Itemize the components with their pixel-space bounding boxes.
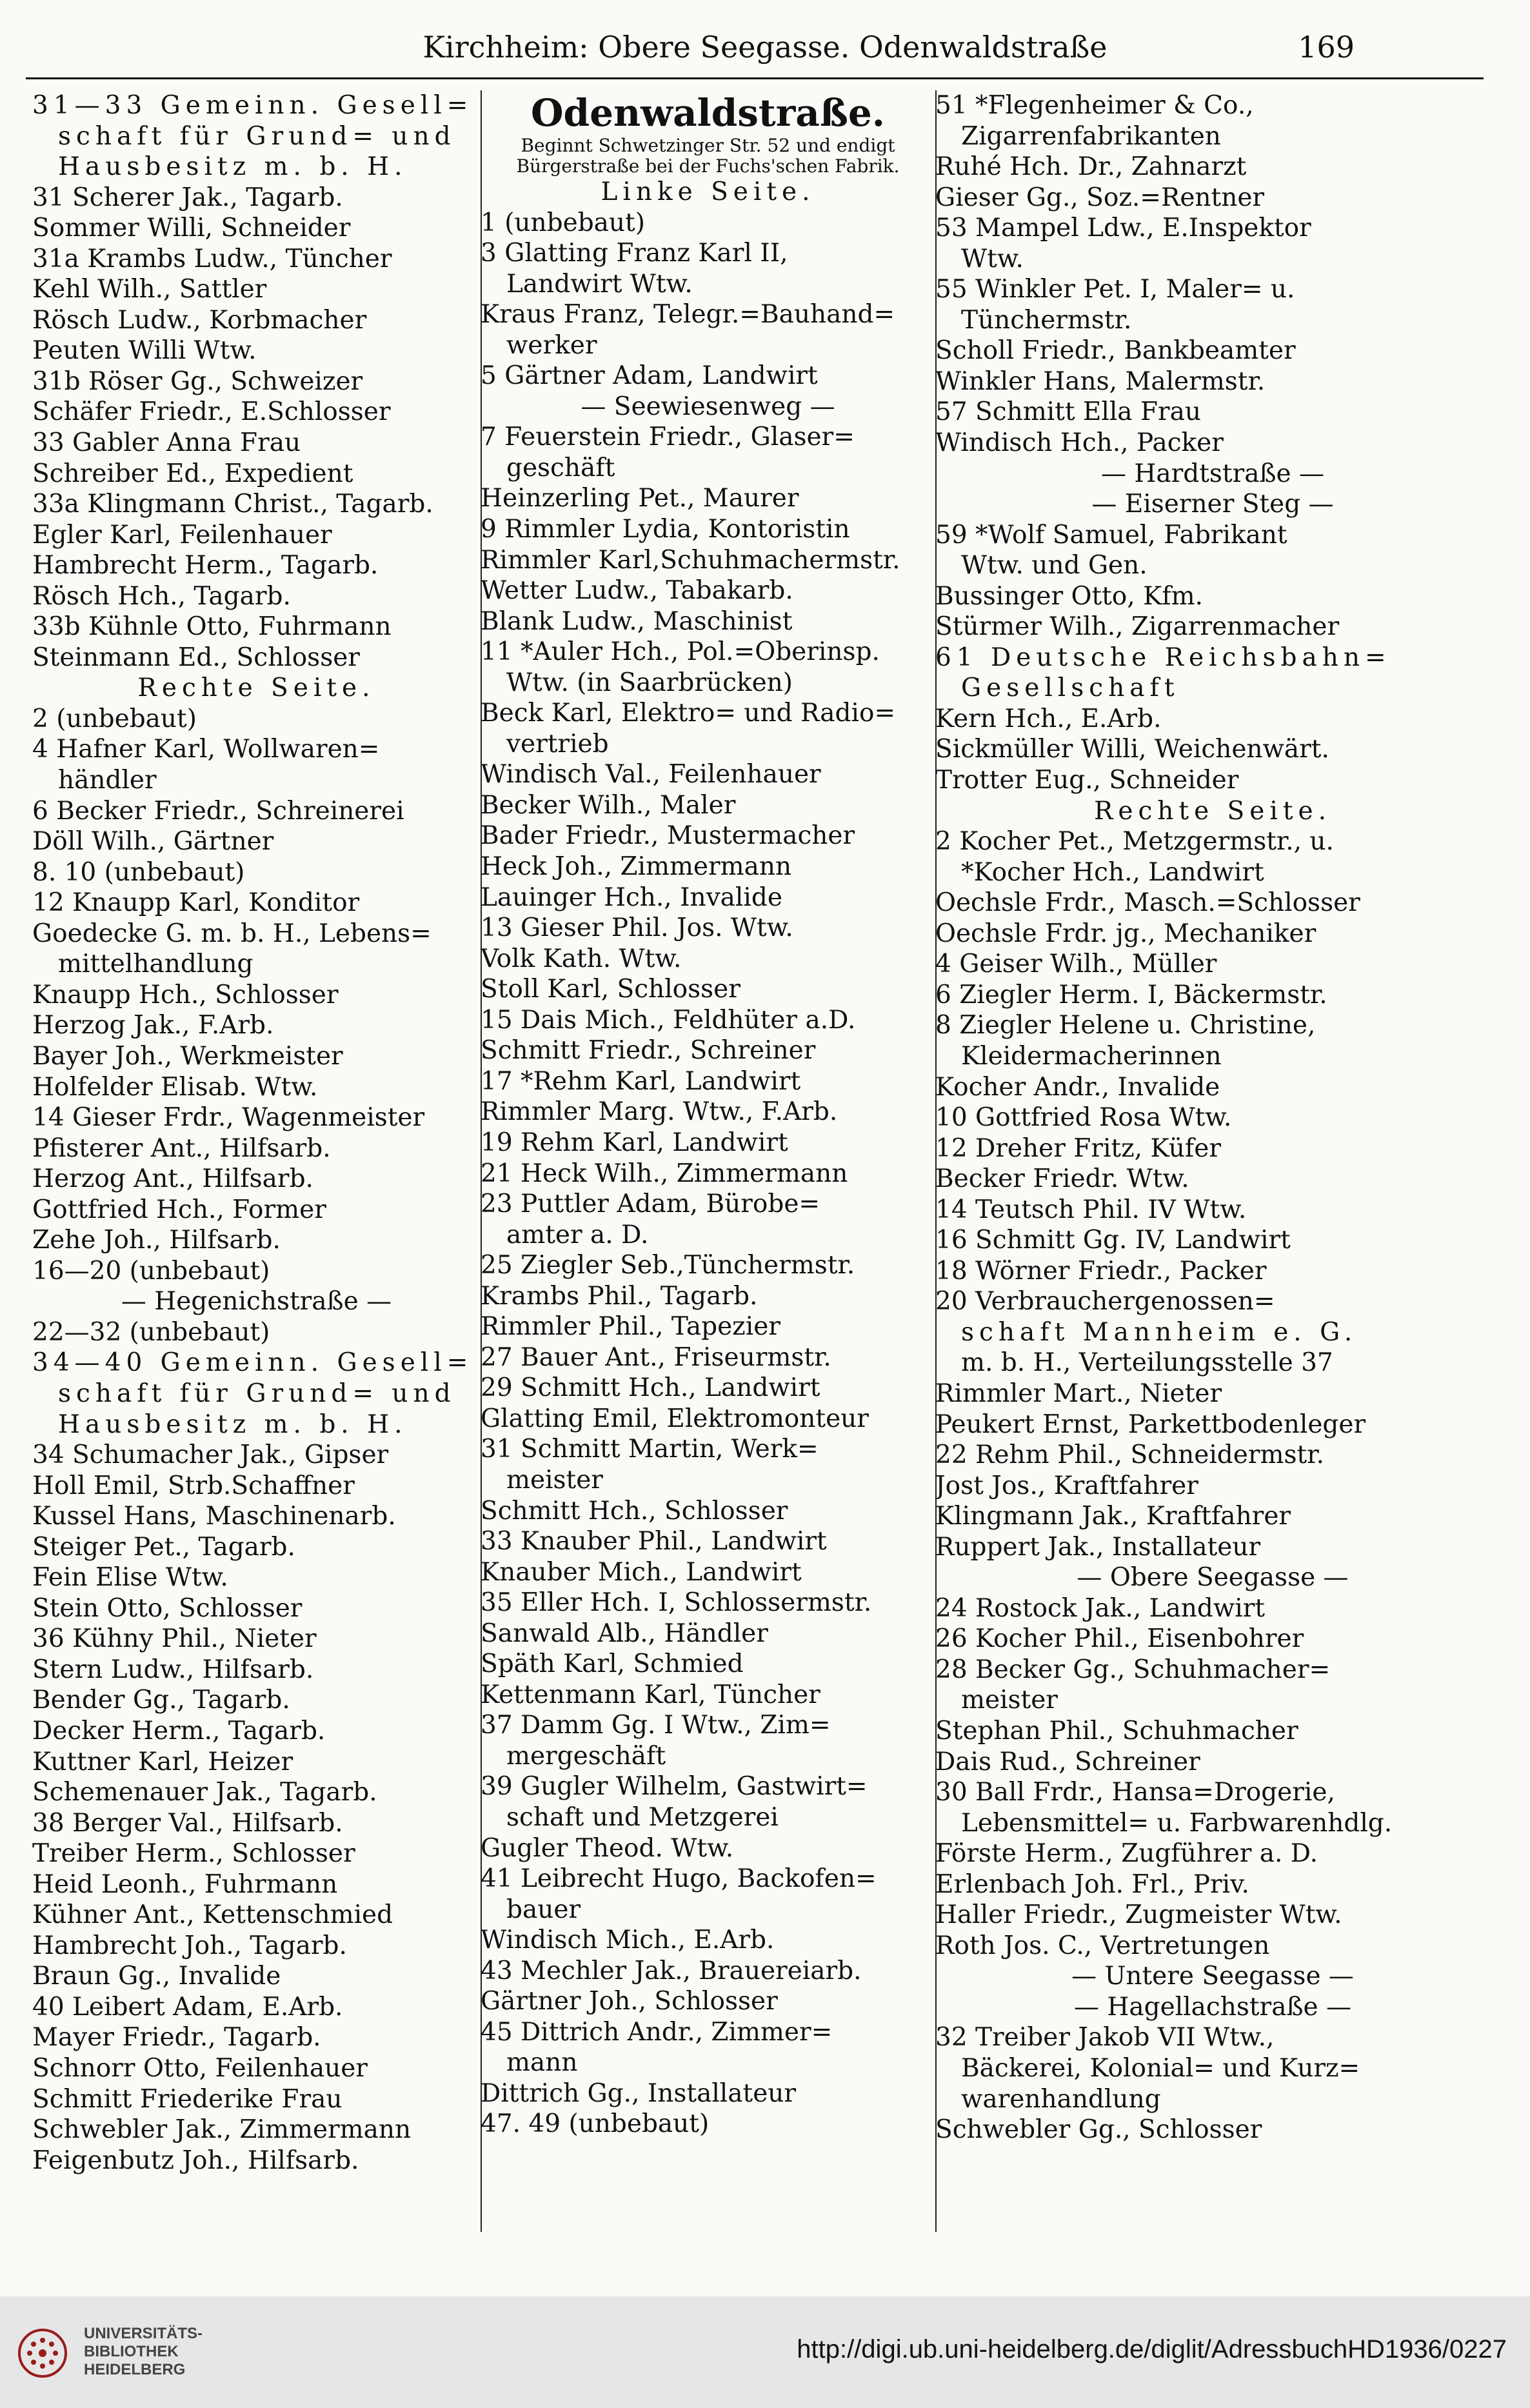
directory-line: 5 Gärtner Adam, Landwirt [481, 361, 818, 391]
directory-line: Wtw. und Gen. [961, 551, 1148, 581]
directory-line: werker [506, 330, 597, 360]
directory-line: 31 Scherer Jak., Tagarb. [32, 183, 343, 212]
directory-line: 2 (unbebaut) [32, 704, 197, 733]
directory-line: Stern Ludw., Hilfsarb. [32, 1655, 314, 1684]
directory-line: 57 Schmitt Ella Frau [935, 397, 1202, 427]
directory-line: 33b Kühnle Otto, Fuhrmann [32, 612, 392, 642]
directory-line: 9 Rimmler Lydia, Kontoristin [481, 515, 850, 544]
directory-line: Roth Jos. C., Vertretungen [935, 1931, 1270, 1960]
directory-line: 59 *Wolf Samuel, Fabrikant [935, 520, 1287, 550]
directory-line: schaft Mannheim e. G. [961, 1317, 1358, 1347]
directory-line: 13 Gieser Phil. Jos. Wtw. [481, 913, 793, 943]
directory-line: 22 Rehm Phil., Schneidermstr. [935, 1440, 1324, 1470]
column-2 [481, 90, 935, 2232]
directory-line: 25 Ziegler Seb.,Tünchermstr. [481, 1251, 855, 1280]
directory-line: Schäfer Friedr., E.Schlosser [32, 397, 391, 427]
directory-line: Rechte Seite. [137, 673, 375, 703]
directory-line: geschäft [506, 453, 615, 483]
directory-line: Knauber Mich., Landwirt [481, 1557, 802, 1587]
directory-line: 31—33 Gemeinn. Gesell= [32, 91, 473, 120]
directory-line: Blank Ludw., Maschinist [481, 606, 793, 636]
directory-line: Rimmler Phil., Tapezier [481, 1312, 780, 1342]
directory-line: 53 Mampel Ldw., E.Inspektor [935, 214, 1311, 243]
directory-line: Bader Friedr., Mustermacher [481, 821, 855, 851]
directory-line: — Untere Seegasse — [1071, 1962, 1354, 1991]
directory-line: Rösch Ludw., Korbmacher [32, 305, 367, 335]
directory-line: Windisch Mich., E.Arb. [481, 1925, 775, 1955]
directory-line: Kehl Wilh., Sattler [32, 275, 267, 304]
directory-line: 12 Dreher Fritz, Küfer [935, 1133, 1221, 1163]
directory-line: Mayer Friedr., Tagarb. [32, 2023, 321, 2053]
directory-line: Stein Otto, Schlosser [32, 1593, 303, 1623]
directory-line: 20 Verbrauchergenossen= [935, 1287, 1275, 1317]
directory-line: Volk Kath. Wtw. [481, 944, 682, 973]
directory-line: Zehe Joh., Hilfsarb. [32, 1226, 281, 1255]
directory-line: Holl Emil, Strb.Schaffner [32, 1471, 355, 1500]
directory-line: 16 Schmitt Gg. IV, Landwirt [935, 1226, 1291, 1255]
directory-line: Becker Friedr. Wtw. [935, 1164, 1189, 1194]
directory-line: Heid Leonh., Fuhrmann [32, 1869, 338, 1899]
directory-line: Schreiber Ed., Expedient [32, 459, 353, 488]
directory-line: 45 Dittrich Andr., Zimmer= [481, 2017, 833, 2047]
directory-line: 32 Treiber Jakob VII Wtw., [935, 2023, 1275, 2053]
directory-line: mergeschäft [506, 1741, 666, 1771]
directory-line: 41 Leibrecht Hugo, Backofen= [481, 1864, 877, 1894]
directory-line: händler [58, 766, 157, 795]
directory-line: Oechsle Frdr. jg., Mechaniker [935, 919, 1316, 948]
directory-line: schaft für Grund= und [58, 1378, 456, 1408]
directory-line: Dais Rud., Schreiner [935, 1747, 1200, 1776]
directory-line: 4 Geiser Wilh., Müller [935, 950, 1217, 979]
directory-line: Decker Herm., Tagarb. [32, 1716, 326, 1746]
running-title: Kirchheim: Obere Seegasse. Odenwaldstraße [422, 30, 1108, 65]
directory-line: Oechsle Frdr., Masch.=Schlosser [935, 888, 1360, 918]
directory-line: 24 Rostock Jak., Landwirt [935, 1593, 1266, 1623]
directory-line: 23 Puttler Adam, Bürobe= [481, 1189, 820, 1219]
directory-line: 55 Winkler Pet. I, Maler= u. [935, 275, 1295, 304]
directory-line: Ruhé Hch. Dr., Zahnarzt [935, 152, 1247, 182]
directory-line: 11 *Auler Hch., Pol.=Oberinsp. [481, 637, 880, 667]
directory-line: Tünchermstr. [961, 305, 1132, 335]
directory-line: — Obere Seegasse — [1077, 1563, 1349, 1593]
directory-line: Egler Karl, Feilenhauer [32, 520, 332, 550]
directory-line: 35 Eller Hch. I, Schlossermstr. [481, 1588, 872, 1618]
directory-line: Klingmann Jak., Kraftfahrer [935, 1502, 1291, 1531]
directory-line: vertrieb [506, 729, 609, 759]
directory-line: Lebensmittel= u. Farbwarenhdlg. [961, 1808, 1393, 1838]
directory-line: Kühner Ant., Kettenschmied [32, 1900, 393, 1930]
directory-line: Lauinger Hch., Invalide [481, 882, 782, 912]
directory-line: Hausbesitz m. b. H. [58, 152, 408, 182]
directory-line: 37 Damm Gg. I Wtw., Zim= [481, 1711, 831, 1740]
directory-line: Hambrecht Herm., Tagarb. [32, 551, 379, 581]
directory-line: *Kocher Hch., Landwirt [961, 857, 1264, 887]
directory-line: 2 Kocher Pet., Metzgermstr., u. [935, 827, 1334, 857]
directory-line: Stoll Karl, Schlosser [481, 975, 740, 1004]
directory-line: Sickmüller Willi, Weichenwärt. [935, 735, 1329, 764]
directory-line: Rimmler Karl,Schuhmachermstr. [481, 545, 900, 575]
directory-line: — Eiserner Steg — [1091, 490, 1334, 519]
directory-line: 7 Feuerstein Friedr., Glaser= [481, 423, 855, 452]
directory-line: Schmitt Friederike Frau [32, 2084, 343, 2114]
directory-line: Beginnt Schwetzinger Str. 52 und endigt Bürgerstraße bei der Fuchs'schen Fabrik. [516, 135, 900, 177]
directory-line: 33 Gabler Anna Frau [32, 428, 301, 458]
directory-line: — Seewiesenweg — [581, 392, 835, 421]
directory-line: Schwebler Gg., Schlosser [935, 2115, 1262, 2145]
directory-line: Kleidermacherinnen [961, 1041, 1222, 1071]
directory-line: Jost Jos., Kraftfahrer [935, 1471, 1198, 1500]
directory-line: Ruppert Jak., Installateur [935, 1532, 1261, 1562]
directory-line: Schmitt Friedr., Schreiner [481, 1036, 816, 1066]
directory-line: Kuttner Karl, Heizer [32, 1747, 293, 1776]
directory-line: Späth Karl, Schmied [481, 1649, 744, 1679]
directory-line: 4 Hafner Karl, Wollwaren= [32, 735, 380, 764]
directory-line: 3 Glatting Franz Karl II, [481, 239, 788, 268]
directory-line: — Hegenichstraße — [121, 1287, 392, 1317]
directory-line: schaft und Metzgerei [506, 1802, 779, 1832]
directory-line: Kussel Hans, Maschinenarb. [32, 1502, 396, 1531]
directory-line: Bussinger Otto, Kfm. [935, 581, 1204, 611]
directory-line: meister [506, 1465, 603, 1495]
directory-line: Schemenauer Jak., Tagarb. [32, 1778, 377, 1807]
directory-line: Erlenbach Joh. Frl., Priv. [935, 1869, 1249, 1899]
directory-line: Schwebler Jak., Zimmermann [32, 2115, 412, 2145]
directory-line: Stephan Phil., Schuhmacher [935, 1716, 1298, 1746]
column-3 [935, 90, 1490, 2232]
directory-line: Kocher Andr., Invalide [935, 1072, 1220, 1102]
directory-line: Landwirt Wtw. [506, 269, 693, 299]
directory-line: Kettenmann Karl, Tüncher [481, 1680, 820, 1709]
directory-line: Schmitt Hch., Schlosser [481, 1496, 788, 1526]
directory-line: 29 Schmitt Hch., Landwirt [481, 1373, 820, 1403]
university-seal-icon [17, 2327, 68, 2379]
directory-line: Becker Wilh., Maler [481, 790, 736, 820]
directory-line: 34 Schumacher Jak., Gipser [32, 1440, 389, 1470]
directory-line: mann [506, 2048, 578, 2078]
directory-line: 14 Gieser Frdr., Wagenmeister [32, 1103, 425, 1133]
directory-line: Odenwaldstraße. [531, 91, 885, 135]
directory-line: 31b Röser Gg., Schweizer [32, 366, 363, 396]
directory-line: Bender Gg., Tagarb. [32, 1686, 290, 1715]
directory-line: Sanwald Alb., Händler [481, 1618, 768, 1648]
directory-line: 1 (unbebaut) [481, 208, 645, 237]
directory-line: Goedecke G. m. b. H., Lebens= [32, 919, 432, 948]
directory-line: Hausbesitz m. b. H. [58, 1409, 408, 1439]
directory-line: Pfisterer Ant., Hilfsarb. [32, 1133, 331, 1163]
directory-line: 6 Ziegler Herm. I, Bäckermstr. [935, 980, 1327, 1010]
directory-line: 17 *Rehm Karl, Landwirt [481, 1066, 801, 1096]
directory-line: Herzog Jak., F.Arb. [32, 1011, 274, 1040]
directory-line: Fein Elise Wtw. [32, 1563, 228, 1593]
directory-line: Steiger Pet., Tagarb. [32, 1532, 295, 1562]
directory-line: Kern Hch., E.Arb. [935, 704, 1162, 733]
directory-line: 6 Becker Friedr., Schreinerei [32, 796, 404, 826]
directory-line: 19 Rehm Karl, Landwirt [481, 1128, 788, 1157]
directory-line: Gottfried Hch., Former [32, 1195, 326, 1224]
directory-line: schaft für Grund= und [58, 121, 456, 151]
directory-line: Stürmer Wilh., Zigarrenmacher [935, 612, 1340, 642]
directory-line: 18 Wörner Friedr., Packer [935, 1256, 1267, 1286]
directory-line: Glatting Emil, Elektromonteur [481, 1404, 869, 1433]
directory-line: Winkler Hans, Malermstr. [935, 366, 1266, 396]
directory-line: 15 Dais Mich., Feldhüter a.D. [481, 1005, 856, 1035]
directory-line: Kraus Franz, Telegr.=Bauhand= [481, 300, 895, 330]
directory-line: Zigarrenfabrikanten [961, 121, 1221, 151]
page-number: 169 [1298, 30, 1355, 65]
viewer-footer [0, 2296, 1530, 2408]
directory-line: 40 Leibert Adam, E.Arb. [32, 1992, 343, 2022]
directory-line: Wtw. [961, 244, 1024, 274]
directory-line: Wtw. (in Saarbrücken) [506, 668, 793, 697]
directory-line: Steinmann Ed., Schlosser [32, 642, 360, 672]
directory-line: Rechte Seite. [1094, 796, 1331, 826]
directory-line: 26 Kocher Phil., Eisenbohrer [935, 1624, 1304, 1654]
directory-line: Rösch Hch., Tagarb. [32, 581, 291, 611]
directory-line: Krambs Phil., Tagarb. [481, 1281, 758, 1311]
directory-line: Bayer Joh., Werkmeister [32, 1041, 343, 1071]
directory-line: Heck Joh., Zimmermann [481, 852, 792, 882]
directory-line: warenhandlung [961, 2084, 1161, 2114]
directory-line: 8 Ziegler Helene u. Christine, [935, 1011, 1316, 1040]
directory-line: Windisch Hch., Packer [935, 428, 1224, 458]
directory-line: Rimmler Mart., Nieter [935, 1378, 1222, 1408]
directory-line: 47. 49 (unbebaut) [481, 2109, 710, 2139]
directory-line: Peuten Willi Wtw. [32, 336, 257, 366]
directory-line: Knaupp Hch., Schlosser [32, 980, 339, 1010]
directory-line: 12 Knaupp Karl, Konditor [32, 888, 360, 918]
directory-line: Förste Herm., Zugführer a. D. [935, 1839, 1318, 1869]
directory-line: — Hardtstraße — [1100, 459, 1325, 488]
directory-line: 61 Deutsche Reichsbahn= [935, 642, 1391, 672]
directory-line: Bäckerei, Kolonial= und Kurz= [961, 2054, 1360, 2083]
directory-line: Gieser Gg., Soz.=Rentner [935, 183, 1265, 212]
directory-line: Heinzerling Pet., Maurer [481, 484, 799, 513]
directory-line: 33 Knauber Phil., Landwirt [481, 1527, 827, 1557]
directory-line: Hambrecht Joh., Tagarb. [32, 1931, 347, 1960]
directory-line: Haller Friedr., Zugmeister Wtw. [935, 1900, 1342, 1930]
directory-line: 22—32 (unbebaut) [32, 1317, 270, 1347]
directory-line: 51 *Flegenheimer & Co., [935, 91, 1254, 120]
directory-line: 21 Heck Wilh., Zimmermann [481, 1159, 848, 1188]
directory-line: 33a Klingmann Christ., Tagarb. [32, 490, 433, 519]
directory-line: — Hagellachstraße — [1074, 1992, 1351, 2022]
directory-line: Dittrich Gg., Installateur [481, 2078, 797, 2108]
directory-line: Döll Wilh., Gärtner [32, 827, 274, 857]
directory-line: 30 Ball Frdr., Hansa=Drogerie, [935, 1778, 1335, 1807]
directory-line: m. b. H., Verteilungsstelle 37 [961, 1348, 1333, 1378]
directory-line: Holfelder Elisab. Wtw. [32, 1072, 318, 1102]
directory-line: Braun Gg., Invalide [32, 1962, 281, 1991]
directory-line: Gärtner Joh., Schlosser [481, 1987, 778, 2016]
directory-line: Rimmler Marg. Wtw., F.Arb. [481, 1097, 838, 1127]
directory-line: Herzog Ant., Hilfsarb. [32, 1164, 313, 1194]
directory-line: Wetter Ludw., Tabakarb. [481, 576, 793, 606]
column-1 [32, 90, 481, 2232]
directory-line: 31a Krambs Ludw., Tüncher [32, 244, 392, 274]
directory-line: Schnorr Otto, Feilenhauer [32, 2054, 368, 2083]
source-url-link[interactable]: http://digi.ub.uni-heidelberg.de/diglit/AdressbuchHD1936/0227 [797, 2335, 1507, 2363]
directory-line: bauer [506, 1895, 581, 1924]
directory-line: Trotter Eug., Schneider [935, 766, 1239, 795]
directory-line: 14 Teutsch Phil. IV Wtw. [935, 1195, 1247, 1224]
directory-line: Gesellschaft [961, 673, 1180, 703]
directory-line: Sommer Willi, Schneider [32, 214, 351, 243]
directory-line: 27 Bauer Ant., Friseurmstr. [481, 1342, 831, 1372]
header-rule [26, 77, 1484, 79]
directory-line: 38 Berger Val., Hilfsarb. [32, 1808, 343, 1838]
directory-line: 34—40 Gemeinn. Gesell= [32, 1348, 473, 1378]
directory-line: meister [961, 1686, 1058, 1715]
directory-line: Windisch Val., Feilenhauer [481, 760, 821, 790]
directory-line: 16—20 (unbebaut) [32, 1256, 270, 1286]
directory-line: 28 Becker Gg., Schuhmacher= [935, 1655, 1331, 1684]
directory-line: Beck Karl, Elektro= und Radio= [481, 699, 896, 728]
directory-line: 39 Gugler Wilhelm, Gastwirt= [481, 1772, 868, 1802]
page-header [0, 25, 1530, 76]
directory-line: Gugler Theod. Wtw. [481, 1833, 734, 1863]
directory-line: 31 Schmitt Martin, Werk= [481, 1435, 819, 1464]
directory-line: Feigenbutz Joh., Hilfsarb. [32, 2145, 359, 2175]
directory-line: 36 Kühny Phil., Nieter [32, 1624, 317, 1654]
directory-line: Linke Seite. [601, 177, 815, 206]
directory-line: 43 Mechler Jak., Brauereiarb. [481, 1956, 862, 1985]
directory-line: 10 Gottfried Rosa Wtw. [935, 1103, 1232, 1133]
directory-line: mittelhandlung [58, 950, 253, 979]
directory-line: Treiber Herm., Schlosser [32, 1839, 355, 1869]
directory-line: amter a. D. [506, 1220, 649, 1249]
directory-line: Scholl Friedr., Bankbeamter [935, 336, 1296, 366]
directory-line: 8. 10 (unbebaut) [32, 857, 245, 887]
directory-line: Peukert Ernst, Parkettbodenleger [935, 1409, 1366, 1439]
library-logo-text: UNIVERSITÄTS- BIBLIOTHEK HEIDELBERG [84, 2325, 203, 2378]
